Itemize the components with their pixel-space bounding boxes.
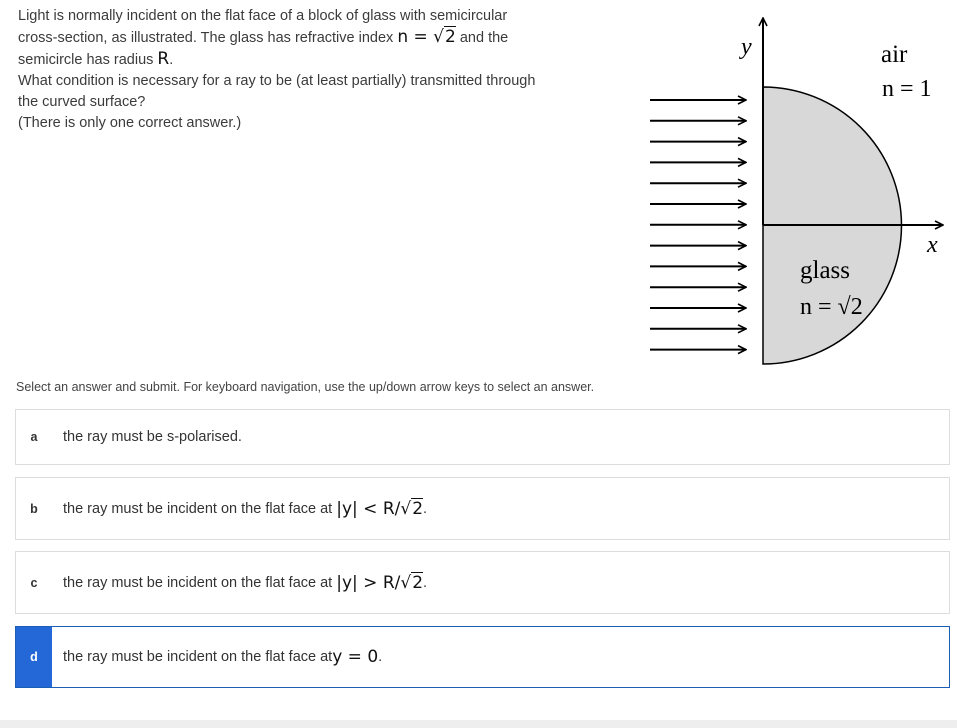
question-line: cross-section, as illustrated. The glass has refractive index n = √2 and the	[18, 27, 509, 47]
answer-option-c[interactable]	[15, 551, 950, 614]
question-line: semicircle has radius R.	[18, 49, 174, 69]
option-letter: c	[30, 575, 38, 590]
question-line: (There is only one correct answer.)	[18, 115, 242, 131]
option-letter: b	[30, 501, 38, 516]
answer-option-d[interactable]	[15, 626, 950, 688]
option-text: the ray must be incident on the flat face at |y| < R/ √ 2 .	[63, 498, 428, 519]
question-line: the curved surface?	[18, 94, 146, 110]
incident-rays	[650, 100, 746, 350]
semicircle-diagram	[645, 12, 950, 370]
air-index-label: n = 1	[882, 76, 932, 102]
refractive-index-math: n = √2	[397, 27, 456, 47]
option-text: the ray must be incident on the flat face at |y| > R/ √ 2 .	[63, 572, 428, 593]
page-footer-bar	[0, 720, 957, 728]
glass-label: glass	[800, 257, 850, 284]
radius-math: R	[157, 49, 170, 69]
glass-index-label: n = √2	[800, 294, 863, 320]
x-axis-label: x	[927, 232, 938, 258]
option-text: the ray must be s-polarised.	[63, 429, 242, 445]
answer-option-a[interactable]	[15, 409, 950, 465]
instructions: Select an answer and submit. For keyboard navigation, use the up/down arrow keys to select an answer.	[16, 380, 595, 394]
answer-option-b[interactable]	[15, 477, 950, 540]
option-text: the ray must be incident on the flat face at y = 0 .	[63, 647, 383, 667]
option-letter: d	[16, 627, 52, 687]
question-text	[18, 6, 578, 134]
air-label: air	[881, 41, 908, 68]
y-axis-label: y	[741, 34, 752, 60]
option-letter: a	[30, 430, 38, 444]
question-line: What condition is necessary for a ray to be (at least partially) transmitted through	[18, 73, 536, 89]
question-line: Light is normally incident on the flat face of a block of glass with semicircular	[18, 8, 508, 24]
